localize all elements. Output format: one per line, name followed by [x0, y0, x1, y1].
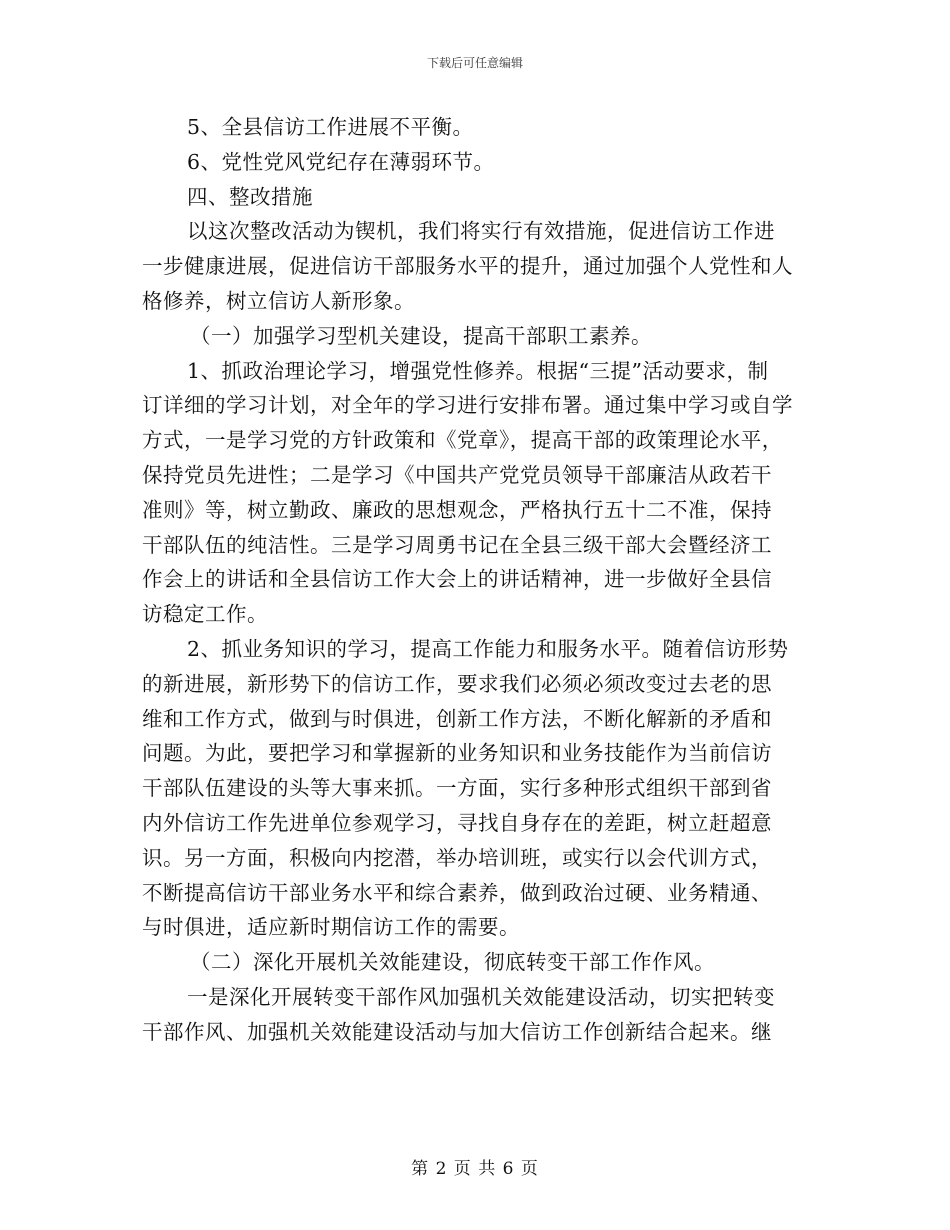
paragraph-line: 的新进展，新形势下的信访工作，要求我们必须必须改变过去老的思 — [142, 671, 772, 696]
paragraph-line: 1、抓政治理论学习，增强党性修养。根据“三提”活动要求，制 — [187, 358, 769, 383]
paragraph-line: 一是深化开展转变干部作风加强机关效能建设活动，切实把转变 — [187, 984, 775, 1009]
paragraph-line: 干部作风、加强机关效能建设活动与加大信访工作创新结合起来。继 — [142, 1019, 772, 1044]
subsection-heading: （一）加强学习型机关建设，提高干部职工素养。 — [190, 323, 652, 348]
paragraph-line: 订详细的学习计划，对全年的学习进行安排布署。通过集中学习或自学 — [142, 393, 793, 418]
page-number-footer: 第 2 页 共 6 页 — [411, 1159, 539, 1179]
document-body — [142, 110, 806, 1050]
subsection-heading: （二）深化开展机关效能建设，彻底转变干部工作作风。 — [190, 950, 715, 975]
paragraph-line: 问题。为此，要把学习和掌握新的业务知识和业务技能作为当前信访 — [142, 741, 772, 766]
paragraph-line: 格修养，树立信访人新形象。 — [142, 288, 415, 313]
paragraph-line: 以这次整改活动为锲机，我们将实行有效措施，促进信访工作进 — [187, 219, 775, 244]
paragraph-line: 与时俱进，适应新时期信访工作的需要。 — [142, 915, 520, 940]
paragraph-line: 保持党员先进性；二是学习《中国共产党党员领导干部廉洁从政若干 — [142, 462, 772, 487]
paragraph-line: 内外信访工作先进单位参观学习，寻找自身存在的差距，树立赶超意 — [142, 810, 772, 835]
section-heading: 四、整改措施 — [187, 184, 313, 209]
paragraph-line: 作会上的讲话和全县信访工作大会上的讲话精神，进一步做好全县信 — [142, 567, 772, 592]
paragraph-line: 干部队伍建设的头等大事来抓。一方面，实行多种形式组织干部到省 — [142, 776, 772, 801]
paragraph-line: 访稳定工作。 — [142, 602, 268, 627]
page-header-note: 下载后可任意编辑 — [426, 56, 523, 70]
paragraph-line: 干部队伍的纯洁性。三是学习周勇书记在全县三级干部大会暨经济工 — [142, 532, 772, 557]
paragraph-line: 识。另一方面，积极向内挖潜，举办培训班，或实行以会代训方式， — [142, 845, 772, 870]
paragraph-line: 一步健康进展，促进信访干部服务水平的提升，通过加强个人党性和人 — [142, 254, 793, 279]
paragraph-line: 准则》等，树立勤政、廉政的思想观念，严格执行五十二不准，保持 — [142, 497, 772, 522]
paragraph-line: 5、全县信访工作进展不平衡。 — [187, 115, 474, 139]
paragraph-line: 2、抓业务知识的学习，提高工作能力和服务水平。随着信访形势 — [187, 636, 789, 661]
paragraph-line: 6、党性党风党纪存在薄弱环节。 — [187, 149, 495, 174]
paragraph-line: 维和工作方式，做到与时俱进，创新工作方法，不断化解新的矛盾和 — [142, 706, 772, 731]
paragraph-line: 不断提高信访干部业务水平和综合素养，做到政治过硬、业务精通、 — [142, 880, 772, 905]
paragraph-line: 方式，一是学习党的方针政策和《党章》，提高干部的政策理论水平， — [142, 428, 783, 453]
